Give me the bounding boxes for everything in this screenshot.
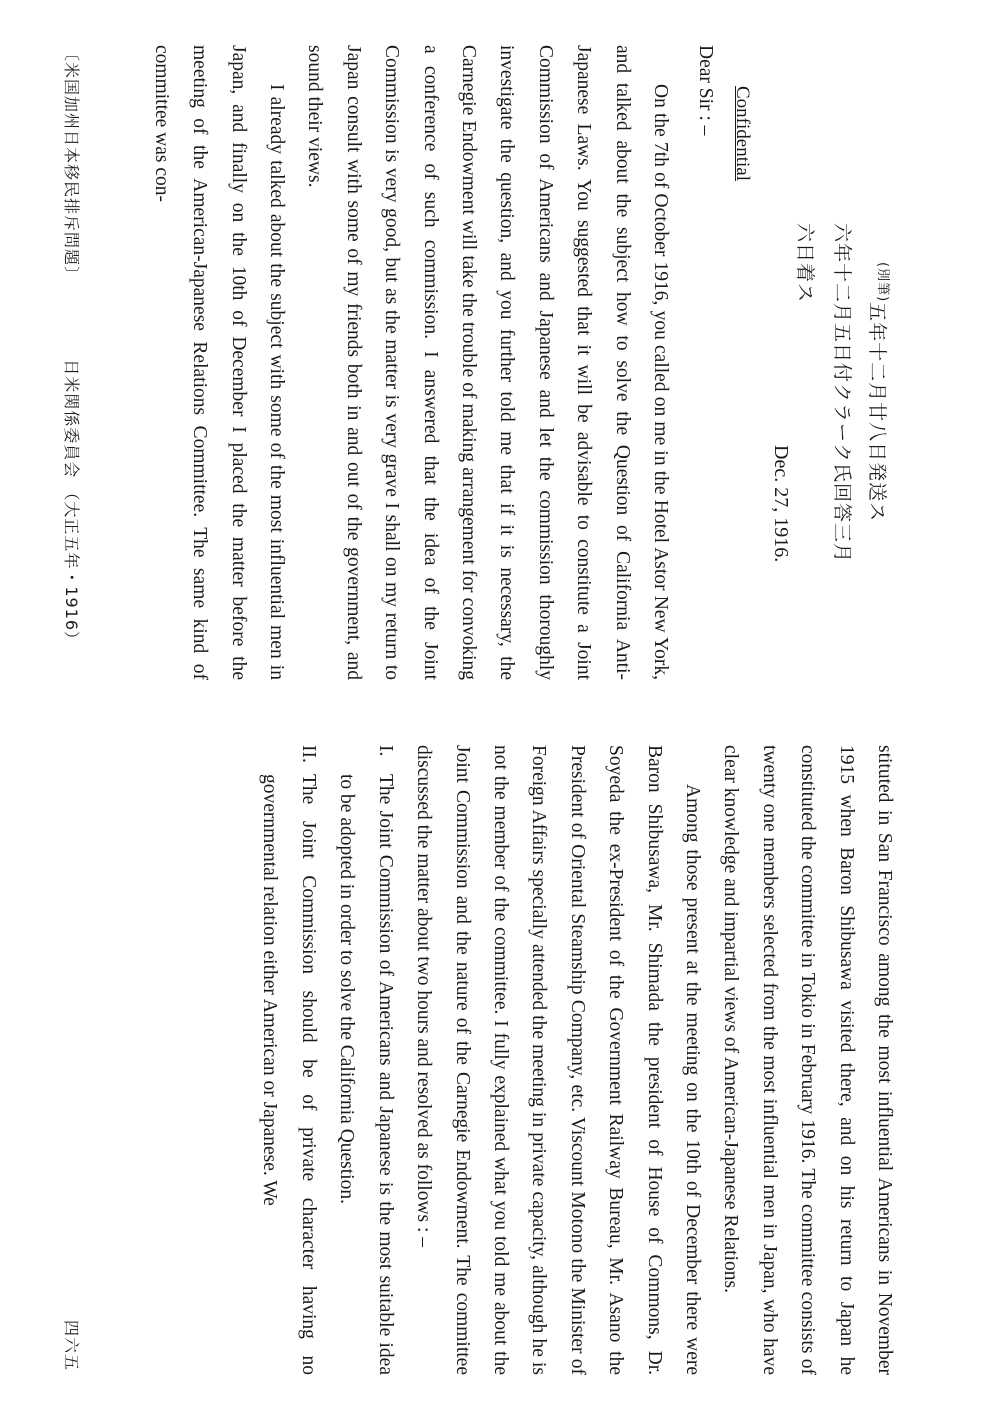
list-text: The Joint Commission should be of private character having no governmental relation either American or Japanese. We [259,774,319,1375]
right-column [0,700,1004,1408]
footer-section: 〔米国加州日本移民排斥問題〕 [62,45,81,284]
footer-committee: 日米関係委員会 [62,359,81,479]
left-column [0,0,1004,700]
running-footer [61,45,84,648]
list-item [327,745,404,1375]
page-number: 四六五 [62,1320,81,1372]
list-number: II. [297,745,319,763]
list-text: The Joint Commission of Americans and Japanese is the most suitable idea to be adopted in order to solve the California Question. [336,774,396,1375]
paragraph: Among those present at the meeting on the 10th of December there were Baron Shibusawa, Mr. Shimada the president of House of Commons, Dr. Soyeda the ex-President of the Government Railway Bureau, Mr. Asano the President of Oriental Steamship Company, etc. Viscount Motono the Minister of Foreign Affairs specially attended the meeting in private capacity, although he is not the member of the committee. I fully explained what you told me about the Joint Commission and the nature of the Carnegie Endowment. The committee discussed the matter about two hours and resolved as follows : – [413,745,703,1375]
salutation: Dear Sir : – [695,45,716,136]
footer-era: （大正五年・1916） [62,484,81,649]
letter-date: Dec. 27, 1916. [770,445,792,563]
confidential-label: Confidential [732,86,753,181]
handwritten-annotation-2: 六年十二月五日付クラーク氏回答三月 [831,223,853,564]
handwritten-annotation-1 [865,262,894,522]
paragraph: I already talked about the subject with some of the most influential men in Japan, and finally on the 10th of December I placed the matter before the meeting of the American-Japanese Relations Committee. The same kind of committee was con- [150,45,287,680]
left-body-text [141,45,679,680]
annotation-sent-date: 五年十二月廿八日発送ス [866,302,888,523]
paragraph: On the 7th of October 1916, you called on me in the Hotel Astor New York, and talked about the subject how to solve the Question of California Anti-Japanese Laws. You suggested that it will be advisable to constitute a Joint Commission of Americans and Japanese and let the commission thoroughly investigate the question, and you further told me that if it is necessary, the Carnegie Endowment will take the trouble of making arrangement for convoking a conference of such commission. I answered that the idea of the Joint Commission is very good, but as the matter is very grave I shall on my return to Japan consult with some of my friends both in and out of the government, and sound their views. [304,45,671,680]
list-number: I. [374,745,396,757]
right-body-text [250,745,903,1375]
annotation-note: (別筆) [875,262,890,303]
paragraph: stituted in San Francisco among the most influential Americans in November 1915 when Baron Shibusawa visited there, and on his return to Japan he constituted the committee in Tokio in February 1916. The committee consists of twenty one members selected from the most influential men in Japan, who have clear knowledge and impartial views of American-Japanese Relations. [720,745,895,1375]
handwritten-annotation-3: 六日着ス [794,223,816,304]
list-item [250,745,327,1375]
